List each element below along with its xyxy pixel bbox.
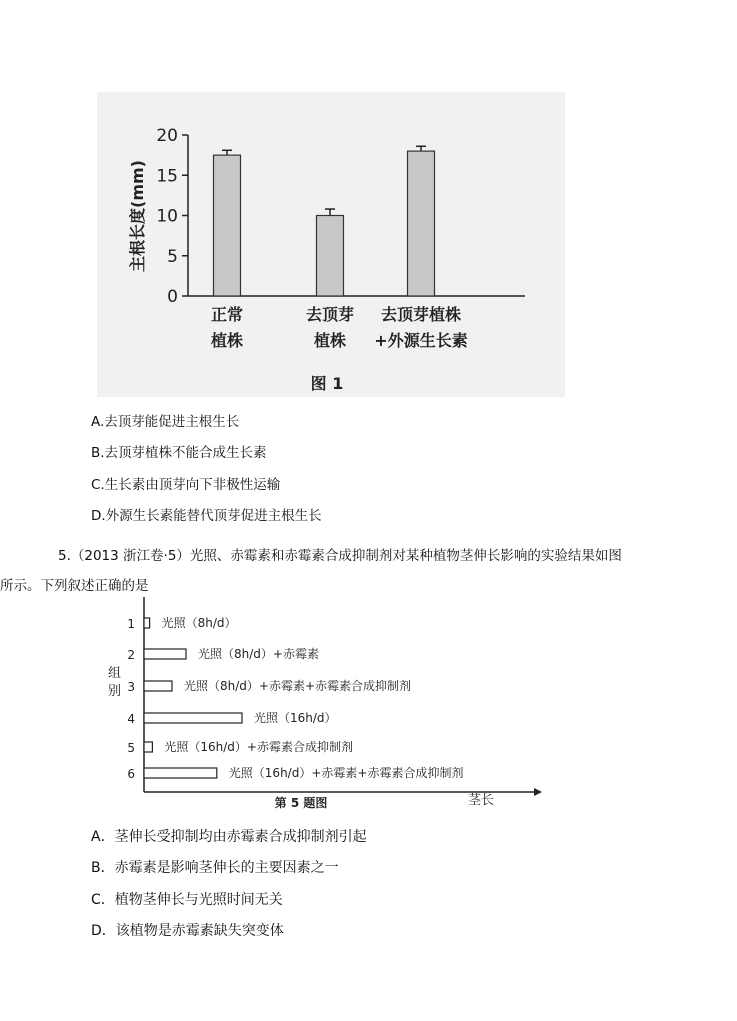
figure-1-caption: 图 1 — [310, 374, 344, 393]
category-label: 植株 — [313, 331, 347, 350]
x-axis-arrow — [534, 788, 542, 796]
category-label: 去顶芽植株 — [380, 305, 462, 324]
question-5-line-1: 5.（2013 浙江卷·5）光照、赤霉素和赤霉素合成抑制剂对某种植物茎伸长影响的实验结果如图 — [58, 548, 622, 564]
question-5-stem — [0, 541, 698, 601]
group-label: 6 — [127, 767, 135, 781]
option-d: D.外源生长素能替代顶芽促进主根生长 — [91, 508, 322, 524]
group-label: 2 — [127, 648, 135, 662]
bar — [408, 151, 435, 296]
bar — [144, 649, 186, 659]
bar — [144, 768, 217, 778]
bar — [317, 216, 344, 297]
bar-label: 光照（8h/d） — [161, 616, 237, 630]
q5-option-a: A．茎伸长受抑制均由赤霉素合成抑制剂引起 — [91, 829, 367, 845]
bar — [144, 713, 242, 723]
q5-option-b: B．赤霉素是影响茎伸长的主要因素之一 — [91, 860, 339, 876]
figure-5-caption: 第 5 题图 — [274, 796, 328, 810]
category-label: 正常 — [210, 305, 244, 324]
figure-1-chart — [97, 92, 565, 397]
category-label: 植株 — [210, 331, 244, 350]
group-label: 4 — [127, 712, 135, 726]
category-label: +外源生长素 — [374, 331, 468, 350]
bar-label: 光照（16h/d）+赤霉素+赤霉素合成抑制剂 — [228, 766, 464, 780]
group-label: 1 — [127, 617, 135, 631]
option-b: B.去顶芽植株不能合成生长素 — [91, 445, 267, 461]
y-axis-label: 主根长度(mm) — [128, 160, 147, 272]
option-a: A.去顶芽能促进主根生长 — [91, 414, 240, 430]
y-tick-label: 0 — [167, 287, 178, 307]
category-label: 去顶芽 — [305, 305, 355, 324]
bar — [144, 681, 172, 691]
figure-5-chart — [96, 594, 596, 814]
y-tick-label: 20 — [156, 126, 178, 146]
y-tick-label: 10 — [156, 206, 178, 227]
figure-1 — [97, 92, 565, 397]
group-label: 5 — [127, 741, 135, 755]
bar — [144, 742, 152, 752]
group-label: 3 — [127, 680, 135, 694]
y-axis-label-1: 组 — [108, 666, 122, 681]
y-axis-label-2: 别 — [108, 684, 122, 699]
option-c: C.生长素由顶芽向下非极性运输 — [91, 477, 281, 493]
x-axis-label: 茎长 — [467, 793, 495, 808]
bar-label: 光照（16h/d）+赤霉素合成抑制剂 — [164, 740, 353, 754]
bar-label: 光照（8h/d）+赤霉素+赤霉素合成抑制剂 — [184, 679, 412, 693]
y-tick-label: 5 — [167, 246, 178, 267]
question-5-line-2: 所示。下列叙述正确的是 — [0, 578, 149, 594]
bar — [144, 618, 150, 628]
bar-label: 光照（16h/d） — [254, 711, 337, 725]
q5-option-d: D．该植物是赤霉素缺失突变体 — [91, 923, 284, 939]
bar-label: 光照（8h/d）+赤霉素 — [198, 647, 319, 661]
q5-option-c: C．植物茎伸长与光照时间无关 — [91, 892, 283, 908]
bar — [214, 155, 241, 296]
figure-5 — [96, 594, 596, 814]
y-tick-label: 15 — [156, 166, 178, 187]
